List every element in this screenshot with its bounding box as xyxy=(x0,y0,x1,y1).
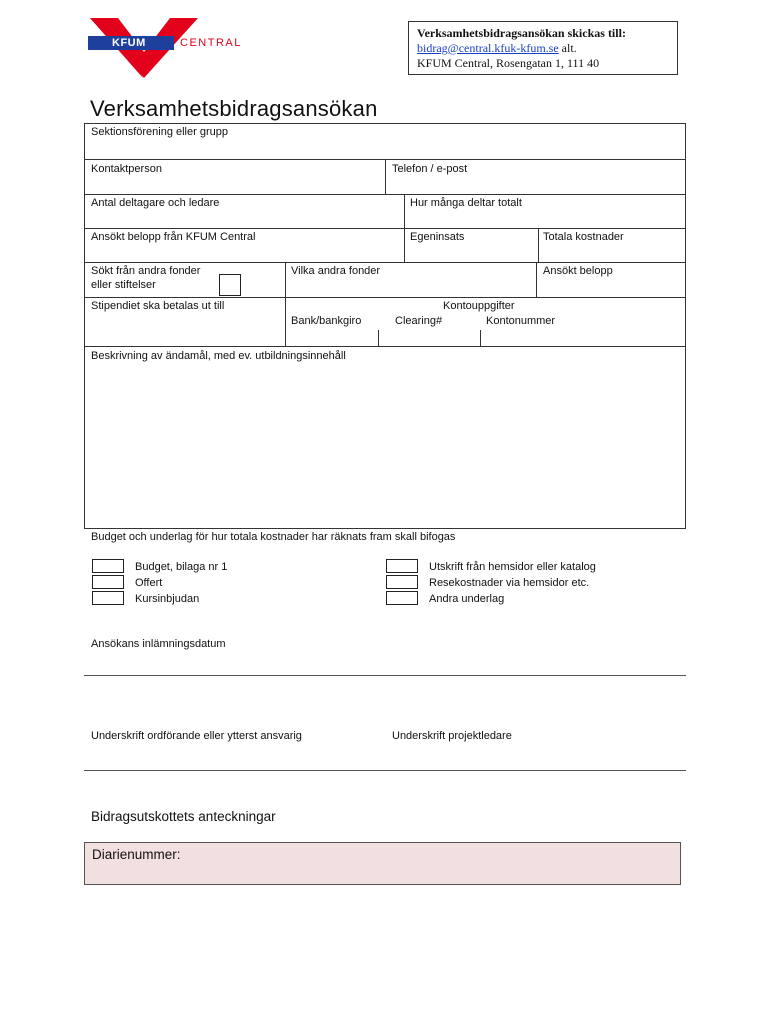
kfum-logo xyxy=(88,16,258,80)
own-contribution-field[interactable]: Egeninsats xyxy=(410,231,465,243)
group-field[interactable]: Sektionsförening eller grupp xyxy=(91,126,228,138)
amount-requested-field[interactable]: Ansökt belopp från KFUM Central xyxy=(91,231,256,243)
travel-costs-checkbox[interactable] xyxy=(386,575,418,589)
attachments-heading: Budget och underlag för hur totala kostnader har räknats fram skall bifogas xyxy=(91,531,456,543)
budget-label: Budget, bilaga nr 1 xyxy=(135,561,228,573)
address-email-line xyxy=(417,41,669,56)
participants-field[interactable]: Antal deltagare och ledare xyxy=(91,197,220,209)
course-invitation-label: Kursinbjudan xyxy=(135,593,200,605)
signature-chair-label: Underskrift ordförande eller ytterst ansvarig xyxy=(91,730,302,742)
website-printout-checkbox[interactable] xyxy=(386,559,418,573)
logo-org-text: CENTRAL xyxy=(180,37,242,49)
offer-checkbox[interactable] xyxy=(92,575,124,589)
contact-person-field[interactable]: Kontaktperson xyxy=(91,163,162,175)
total-costs-field[interactable]: Totala kostnader xyxy=(543,231,624,243)
total-participants-field[interactable]: Hur många deltar totalt xyxy=(410,197,522,209)
paid-to-label: Stipendiet ska betalas ut till xyxy=(91,300,225,312)
signature-lead-label: Underskrift projektledare xyxy=(392,730,512,742)
account-number-field[interactable]: Kontonummer xyxy=(486,315,556,327)
postal-address: KFUM Central, Rosengatan 1, 111 40 xyxy=(417,56,600,70)
account-details-label: Kontouppgifter xyxy=(443,300,515,312)
submission-date-label: Ansökans inlämningsdatum xyxy=(91,638,226,650)
budget-checkbox[interactable] xyxy=(92,559,124,573)
description-field[interactable]: Beskrivning av ändamål, med ev. utbildningsinnehåll xyxy=(91,350,346,362)
registry-number-box[interactable] xyxy=(84,842,681,885)
email-link[interactable]: bidrag@central.kfuk-kfum.se xyxy=(417,41,559,55)
bank-field[interactable]: Bank/bankgiro xyxy=(291,315,362,327)
course-invitation-checkbox[interactable] xyxy=(92,591,124,605)
travel-costs-label: Resekostnader via hemsidor etc. xyxy=(429,577,590,589)
requested-amount-field[interactable]: Ansökt belopp xyxy=(543,265,613,277)
address-heading: Verksamhetsbidragsansökan skickas till: xyxy=(417,26,626,40)
address-box xyxy=(408,21,678,75)
submission-date-line[interactable] xyxy=(84,675,686,676)
other-funds-label-1: Sökt från andra fonder xyxy=(91,265,201,277)
website-printout-label: Utskrift från hemsidor eller katalog xyxy=(429,561,596,573)
logo-badge-text: KFUM xyxy=(112,37,146,49)
other-funds-label-2: eller stiftelser xyxy=(91,279,156,291)
other-documents-checkbox[interactable] xyxy=(386,591,418,605)
other-documents-label: Andra underlag xyxy=(429,593,505,605)
committee-notes-heading: Bidragsutskottets anteckningar xyxy=(91,809,276,824)
which-funds-field[interactable]: Vilka andra fonder xyxy=(291,265,381,277)
other-funds-checkbox[interactable] xyxy=(219,274,241,296)
alt-text: alt. xyxy=(558,41,577,55)
phone-email-field[interactable]: Telefon / e-post xyxy=(392,163,468,175)
page-title: Verksamhetsbidragsansökan xyxy=(90,96,378,121)
clearing-field[interactable]: Clearing# xyxy=(395,315,443,327)
registry-number-label: Diarienummer: xyxy=(92,847,181,862)
offer-label: Offert xyxy=(135,577,163,589)
signature-line[interactable] xyxy=(84,770,686,771)
